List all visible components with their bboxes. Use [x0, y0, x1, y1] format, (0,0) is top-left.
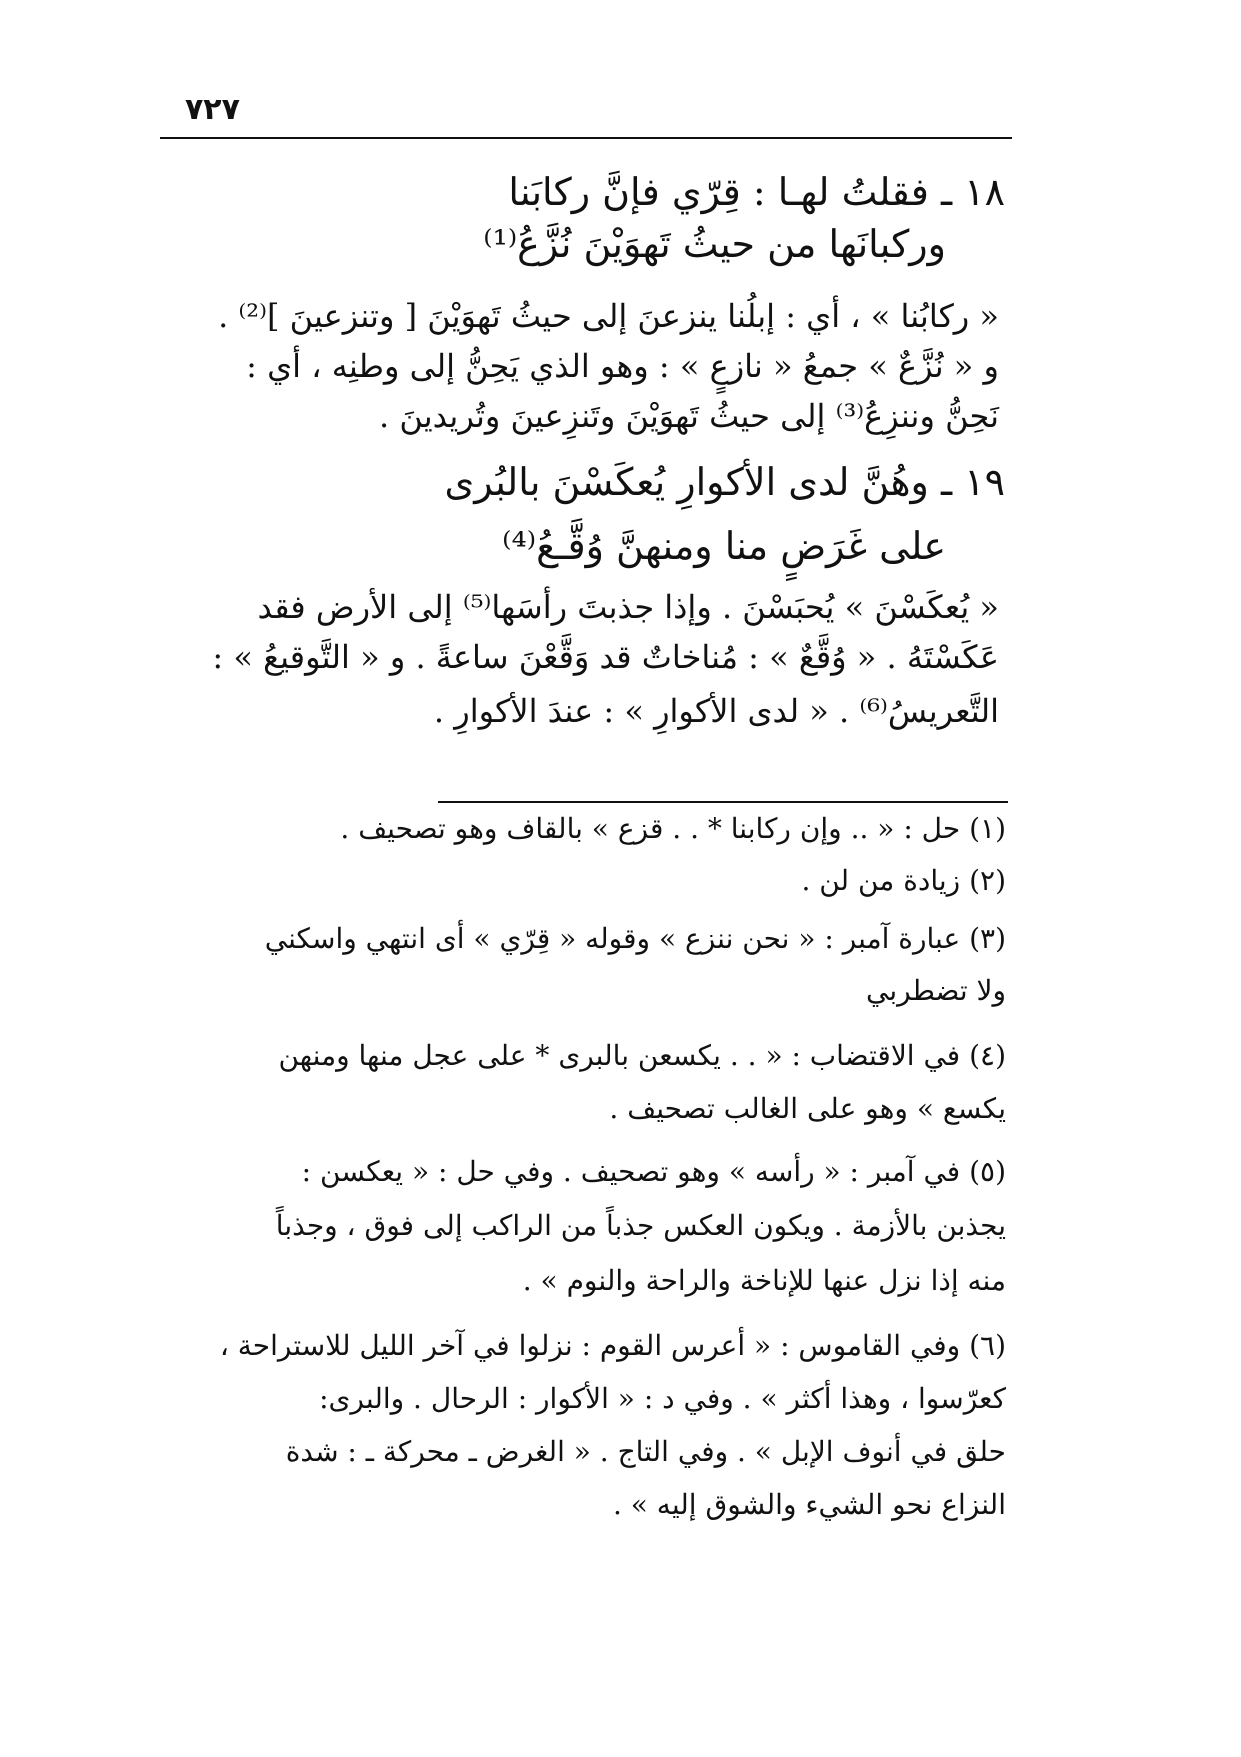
commentary-18-line-3: نَحِنُّ وننزِعُ⁽³⁾ إلى حيثُ تَهوَيْنَ وتَنزِعينَ وتُريدينَ .	[379, 397, 999, 435]
commentary-19-line-3: التَّعريسُ⁽⁶⁾ . « لدى الأكوارِ » : عندَ الأكوارِ .	[433, 692, 999, 730]
commentary-19-line-2: عَكَسْتَهُ . « وُقَّعٌ » : مُناخاتٌ قد وَقَّعْنَ ساعةً . و « التَّوقيعُ » :	[212, 638, 999, 676]
footnote-3-line-2: ولا تضطربي	[865, 974, 1006, 1007]
verse-18-line-1: ١٨ ـ فقلتُ لهـا : قِرّي فإنَّ ركابَنا	[508, 170, 1005, 214]
page-number: ٧٢٧	[185, 92, 240, 127]
commentary-19-line-1: « يُعكَسْنَ » يُحبَسْنَ . وإذا جذبتَ رأسَها⁽⁵⁾ إلى الأرض فقد	[257, 588, 999, 626]
verse-19-line-1: ١٩ ـ وهُنَّ لدى الأكوارِ يُعكَسْنَ بالبُرى	[444, 460, 1005, 504]
footnote-6-line-2: كعرّسوا ، وهذا أكثر » . وفي د : « الأكوار : الرحال . والبرى:	[319, 1382, 1006, 1415]
footnote-5-line-1: (٥) في آمبر : « رأسه » وهو تصحيف . وفي حل : « يعكسن :	[301, 1155, 1006, 1188]
footnote-3-line-1: (٣) عبارة آمبر : « نحن ننزع » وقوله « قِرّي » أى انتهي واسكني	[264, 922, 1006, 955]
commentary-18-line-1: « ركابُنا » ، أي : إبلُنا ينزعنَ إلى حيثُ تَهوَيْنَ [ وتنزعينَ ]⁽²⁾ .	[218, 297, 999, 335]
commentary-18-line-2: و « نُزَّعٌ » جمعُ « نازعٍ » : وهو الذي يَحِنُّ إلى وطنِه ، أي :	[246, 347, 999, 385]
footnote-5-line-3: منه إذا نزل عنها للإناخة والراحة والنوم » .	[522, 1264, 1006, 1297]
footnote-1: (١) حل : « .. وإن ركابنا * . . قزع » بالقاف وهو تصحيف .	[340, 812, 1006, 845]
verse-19-line-2: على غَرَضٍ منا ومنهنَّ وُقَّـعُ⁽⁴⁾	[502, 524, 946, 568]
footnote-4-line-2: يكسع » وهو على الغالب تصحيف .	[609, 1092, 1006, 1125]
footnote-4-line-1: (٤) في الاقتضاب : « . . يكسعن بالبرى * على عجل منها ومنهن	[278, 1039, 1006, 1072]
footnote-6-line-4: النزاع نحو الشيء والشوق إليه » .	[612, 1488, 1006, 1521]
footnote-5-line-2: يجذبن بالأزمة . ويكون العكس جذباً من الراكب إلى فوق ، وجذباً	[275, 1209, 1006, 1242]
footnote-2: (٢) زيادة من لن .	[801, 864, 1006, 897]
footnote-6-line-1: (٦) وفي القاموس : « أعرس القوم : نزلوا في آخر الليل للاستراحة ،	[219, 1329, 1006, 1362]
footnote-6-line-3: حلق في أنوف الإبل » . وفي التاج . « الغرض ـ محركة ـ : شدة	[285, 1435, 1006, 1468]
verse-18-line-2: وركبانَها من حيثُ تَهوَيْنَ نُزَّعُ⁽¹⁾	[483, 222, 946, 266]
footnote-rule	[438, 801, 1008, 803]
header-rule	[160, 137, 1012, 139]
